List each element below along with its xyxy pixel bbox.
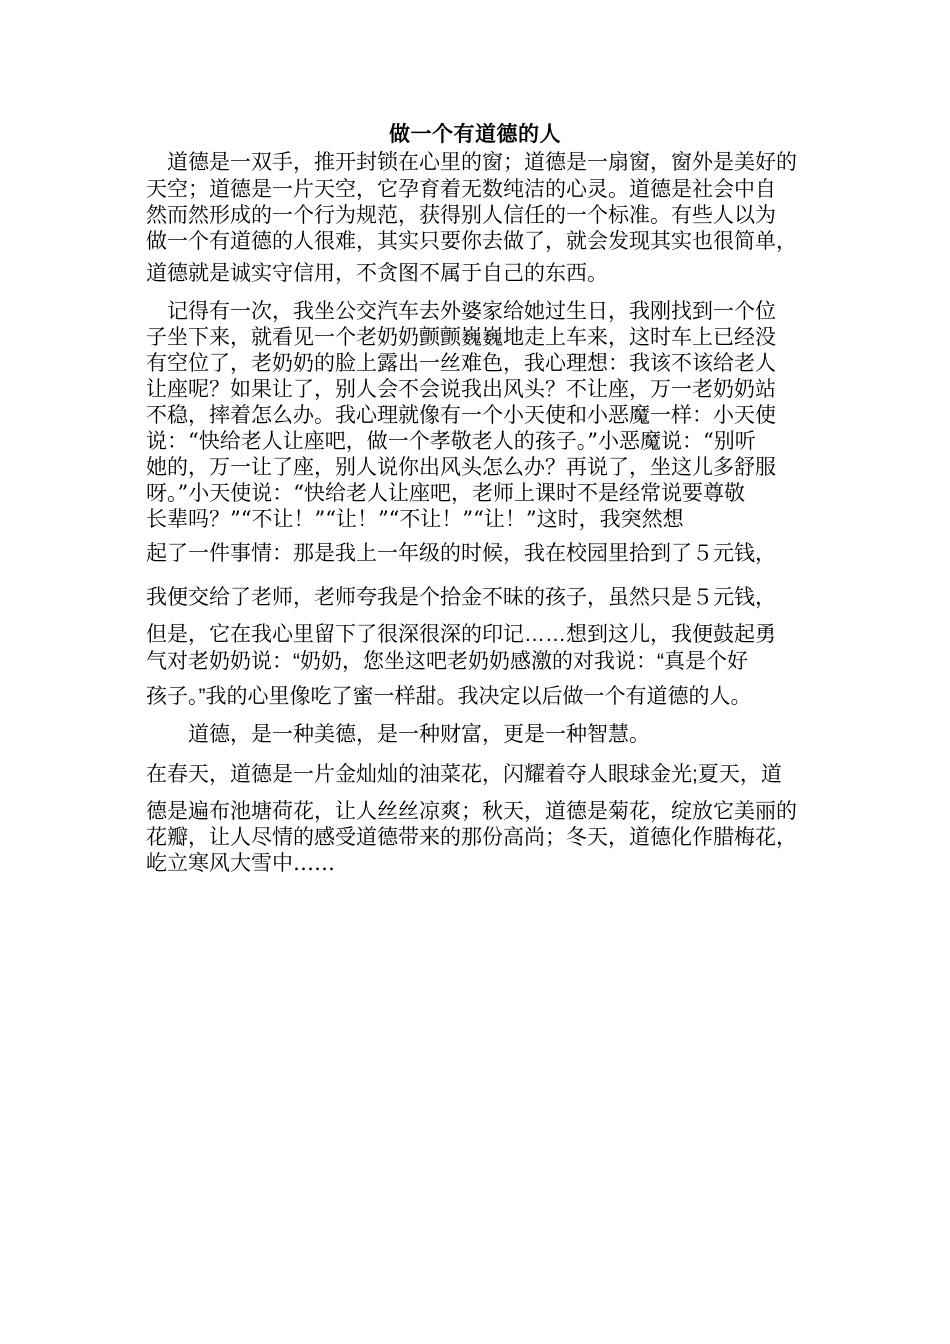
text-line: 但是，它在我心里留下了很深很深的印记……想到这儿，我便鼓起勇 xyxy=(146,623,776,646)
text-line: 然而然形成的一个行为规范，获得别人信任的一个标准。有些人以为 xyxy=(146,203,776,227)
text-line: 有空位了，老奶奶的脸上露出一丝难色，我心理想：我该不该给老人 xyxy=(146,351,776,375)
text-line: 起了一件事情：那是我上一年级的时候，我在校园里拾到了５元钱， xyxy=(146,542,776,565)
document-title: 做一个有道德的人 xyxy=(389,122,561,146)
text-line: 在春天，道德是一片金灿灿的油菜花，闪耀着夺人眼球金光;夏天，道 xyxy=(146,763,782,786)
text-line: 子坐下来，就看见一个老奶奶颤颤巍巍地走上车来，这时车上已经没 xyxy=(146,325,776,349)
text-line: 道德就是诚实守信用，不贪图不属于自己的东西。 xyxy=(146,262,608,285)
text-line: 说：“快给老人让座吧，做一个孝敬老人的孩子。”小恶魔说：“别听 xyxy=(146,429,756,453)
text-line: 道德，是一种美德，是一种财富，更是一种智慧。 xyxy=(146,723,650,746)
text-line: 让座呢？如果让了，别人会不会说我出风头？不让座，万一老奶奶站 xyxy=(146,377,776,401)
text-line: 记得有一次，我坐公交汽车去外婆家给她过生日，我刚找到一个位 xyxy=(146,299,776,323)
text-line: 天空；道德是一片天空，它孕育着无数纯洁的心灵。道德是社会中自 xyxy=(146,177,776,201)
text-line: 孩子。”我的心里像吃了蜜一样甜。我决定以后做一个有道德的人。 xyxy=(146,685,752,708)
text-line: 德是遍布池塘荷花，让人丝丝凉爽；秋天，道德是菊花，绽放它美丽的 xyxy=(146,799,797,823)
text-line: 花瓣，让人尽情的感受道德带来的那份高尚；冬天，道德化作腊梅花， xyxy=(146,825,797,849)
text-line: 屹立寒风大雪中…… xyxy=(146,851,335,875)
text-line: 长辈吗？”“不让！”“让！”“不让！”“让！”这时，我突然想 xyxy=(146,507,684,531)
text-line: 做一个有道德的人很难，其实只要你去做了，就会发现其实也很简单， xyxy=(146,229,797,253)
text-line: 道德是一双手，推开封锁在心里的窗；道德是一扇窗，窗外是美好的 xyxy=(146,150,797,174)
text-line: 呀。”小天使说：“快给老人让座吧，老师上课时不是经常说要尊敬 xyxy=(146,481,745,505)
text-line: 我便交给了老师，老师夸我是个拾金不昧的孩子，虽然只是５元钱， xyxy=(146,586,776,609)
text-line: 她的，万一让了座，别人说你出风头怎么办？再说了，坐这儿多舒服 xyxy=(146,455,776,479)
text-line: 不稳，摔着怎么办。我心理就像有一个小天使和小恶魔一样：小天使 xyxy=(146,403,776,427)
text-line: 气对老奶奶说：“奶奶，您坐这吧老奶奶感激的对我说：“真是个好 xyxy=(146,650,748,673)
